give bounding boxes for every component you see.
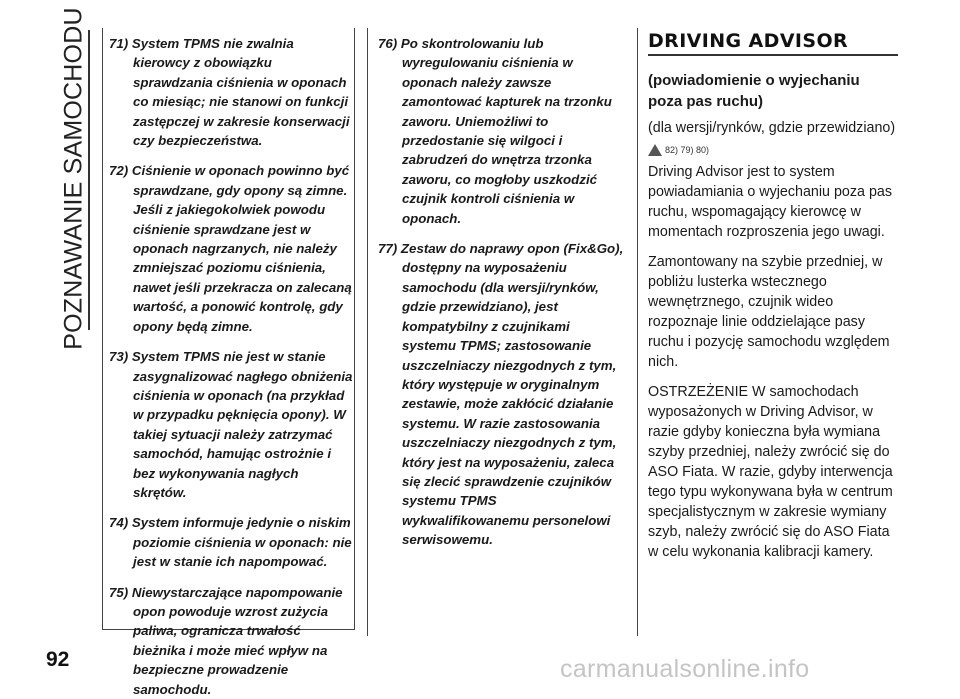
section-side-title-text: POZNAWANIE SAMOCHODU	[59, 6, 88, 350]
driving-advisor-section	[648, 30, 898, 572]
warning-triangle-icon	[648, 144, 662, 156]
warning-item-71: 71) System TPMS nie zwalnia kierowcy z obowiązku sprawdzania ciśnienia w oponach co miesiąc; nie stanowi on funkcji zastępczej w zakresie konserwacji czy bezpieczeństwa.	[109, 36, 350, 149]
column-divider	[637, 28, 638, 636]
section-subtitle: (powiadomienie o wyjechaniu poza pas ruchu)	[648, 72, 860, 110]
section-heading: DRIVING ADVISOR	[648, 30, 898, 56]
page-number: 92	[46, 648, 70, 671]
availability-note: (dla wersji/rynków, gdzie przewidziano)	[648, 120, 896, 136]
warnings-box-left	[102, 28, 355, 697]
warnings-column-middle	[378, 34, 626, 561]
watermark: carmanualsonline.info	[560, 655, 810, 683]
body-paragraph: Driving Advisor jest to system powiadamiania o wyjechaniu poza pas ruchu, wspomagający kierowcę w momentach rozproszenia jego uwagi.	[648, 164, 892, 240]
column-divider	[367, 28, 368, 636]
warning-item-74: 74) System informuje jedynie o niskim poziomie ciśnienia w oponach: nie jest w stanie ich napompować.	[109, 515, 352, 570]
side-title-rule	[88, 30, 90, 330]
warning-item-72: 72) Ciśnienie w oponach powinno być sprawdzane, gdy opony są zimne. Jeśli z jakiegokolwiek powodu ciśnienie sprawdzane jest w oponach nagrzanych, nie należy zmniejszać poziomu ciśnienia, nawet jeśli przekracza on zalecaną wartość, a ponowić kontrolę, gdy opony będą zimne.	[109, 163, 352, 334]
warning-item-75: 75) Niewystarczające napompowanie opon powoduje wzrost zużycia paliwa, ogranicza trwałość bieżnika i może mieć wpływ na bezpieczne prowadzenie samochodu.	[109, 584, 343, 697]
body-paragraph: OSTRZEŻENIE W samochodach wyposażonych w Driving Advisor, w razie gdyby konieczna była wymiana szyby przedniej, należy zwrócić się do ASO Fiata. W razie, gdyby interwencja tego typu wykonywana była w centrum specjalistycznym w zakresie wymiany szyb, należy zwrócić się do ASO Fiata w celu wykonania kalibracji kamery.	[648, 384, 893, 560]
warning-item-77: 77) Zestaw do naprawy opon (Fix&Go), dostępny na wyposażeniu samochodu (dla wersji/rynków, gdzie przewidziano), jest kompatybilny z czujnikami systemu TPMS; zastosowanie uszczelniaczy niezgodnych z tym, który występuje w oryginalnym zestawie, może zakłócić działanie systemu. W razie zastosowania uszczelniaczy niezgodnych z tym, który jest na wyposażeniu, zaleca się zlecić sprawdzenie czujników systemu TPMS wykwalifikowanemu personelowi serwisowemu.	[378, 241, 624, 548]
warning-references	[648, 144, 898, 156]
warning-item-76: 76) Po skontrolowaniu lub wyregulowaniu ciśnienia w oponach należy zawsze zamontować kapturek na trzonku zaworu. Uniemożliwi to przedostanie się wilgoci i zabrudzeń do wnętrza trzonka zaworu, co mogłoby uszkodzić czujnik kontroli ciśnienia w oponach.	[378, 36, 612, 226]
body-paragraph: Zamontowany na szybie przedniej, w pobliżu lusterka wstecznego wewnętrznego, czujnik wideo rozpoznaje linie oddzielające pasy ruchu i pozycję samochodu względem nich.	[648, 254, 890, 370]
warning-item-73: 73) System TPMS nie jest w stanie zasygnalizować nagłego obniżenia ciśnienia w oponach (na przykład w przypadku pęknięcia opony). W takiej sytuacji należy zatrzymać samochód, hamując ostrożnie i bez wykonywania nagłych skrętów.	[109, 349, 353, 500]
reference-numbers: 82) 79) 80)	[665, 145, 710, 155]
